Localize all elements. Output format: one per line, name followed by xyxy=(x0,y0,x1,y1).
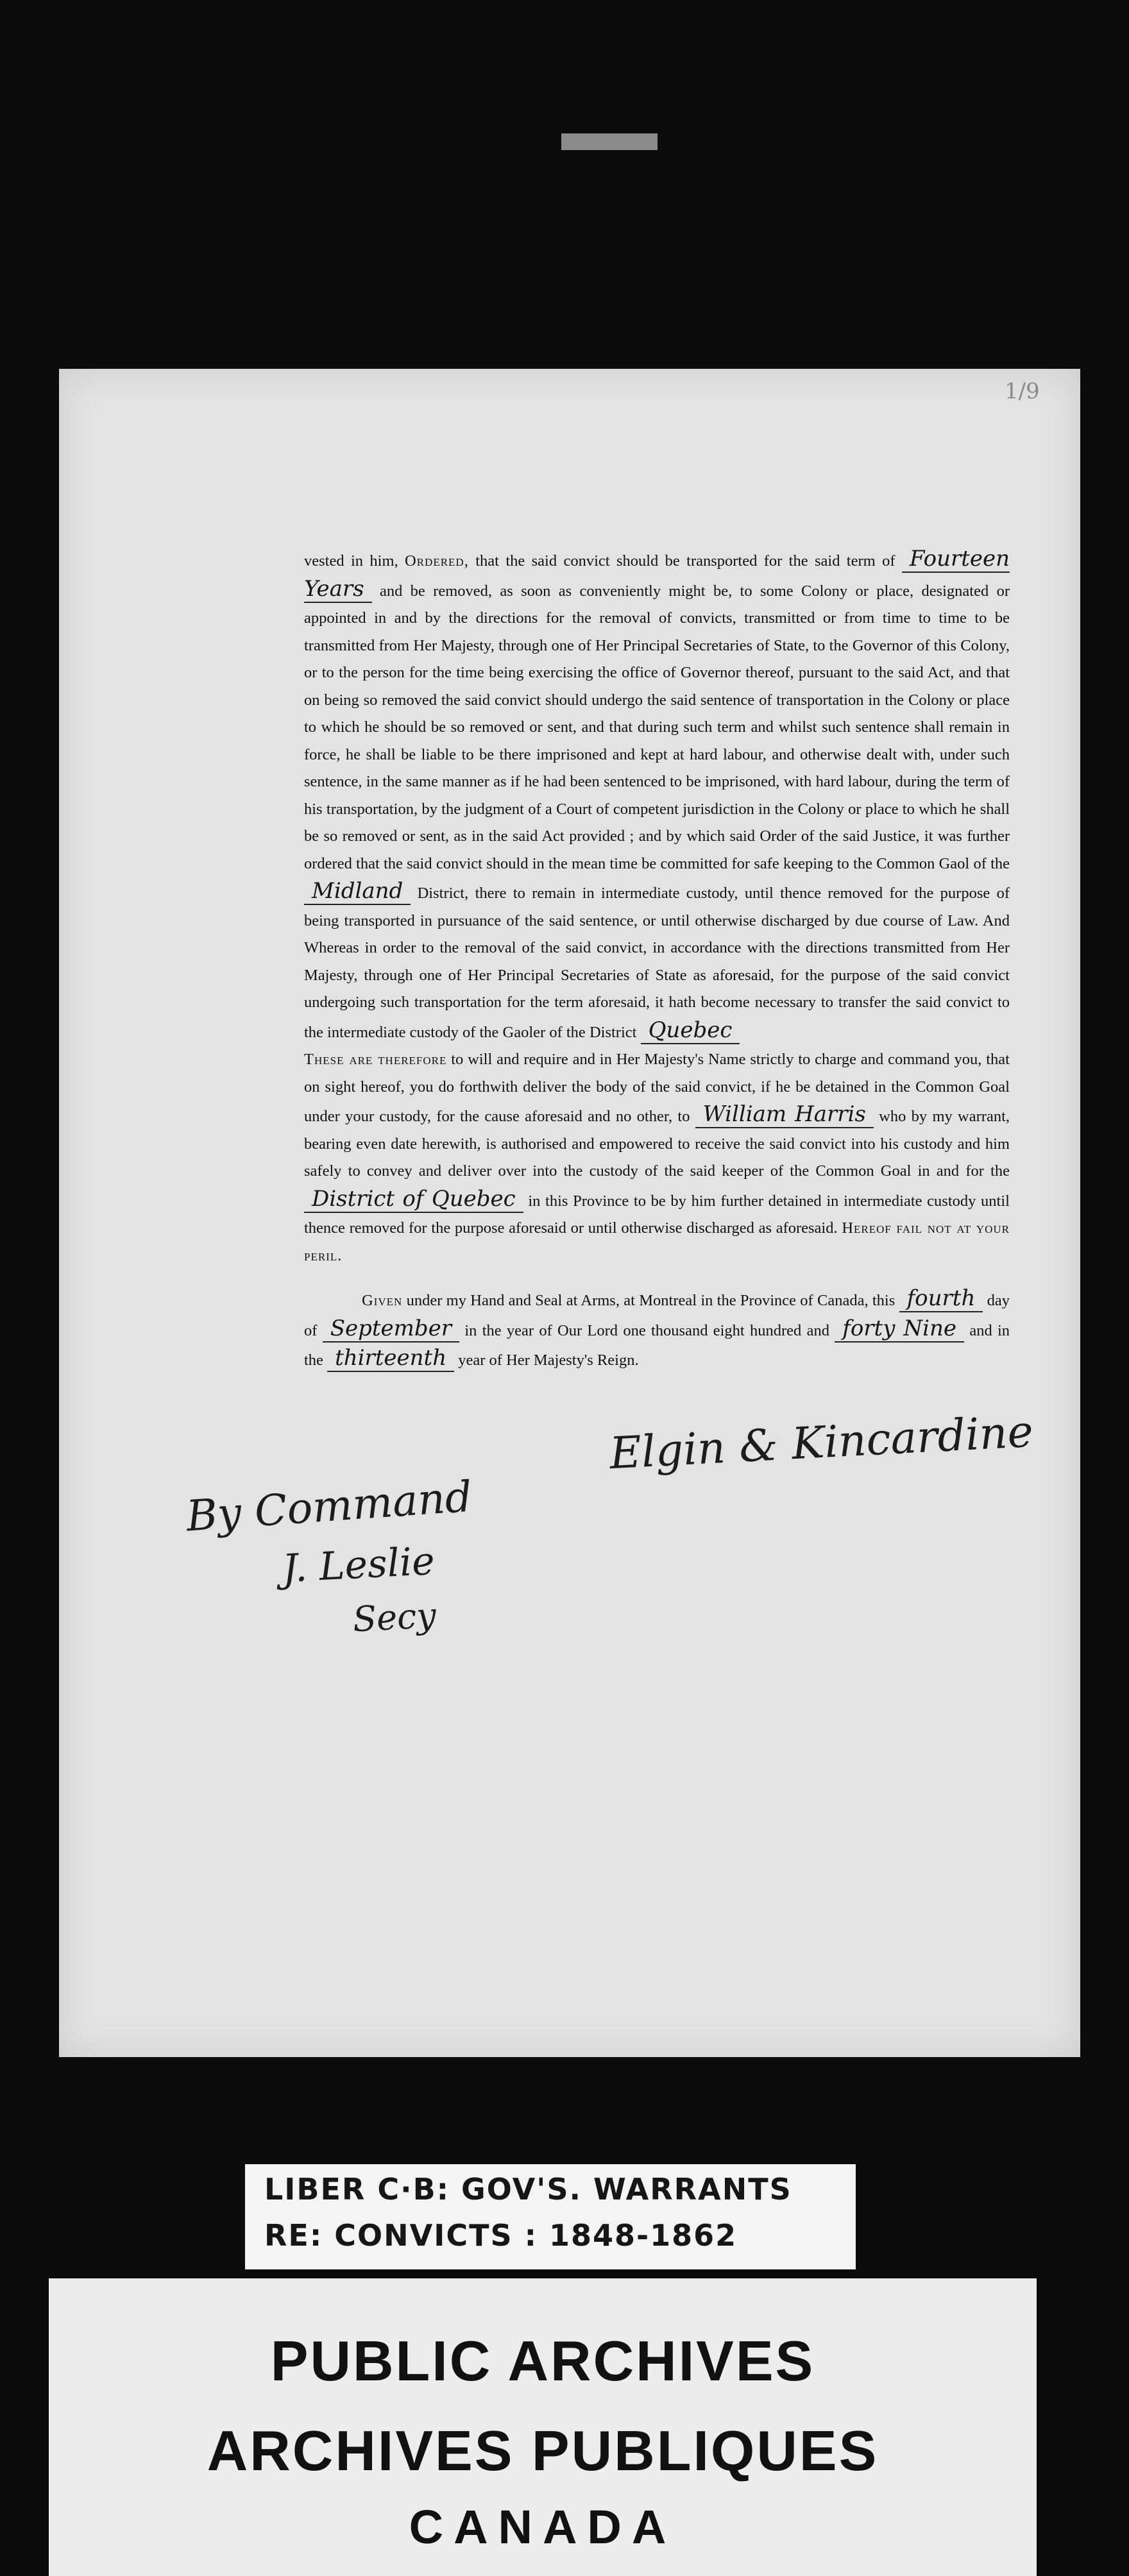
secretary-signature: J. Leslie xyxy=(281,1538,436,1592)
liber-label-card xyxy=(245,2164,856,2269)
gaol-district-handwritten: Midland xyxy=(304,878,411,905)
film-marker xyxy=(561,133,658,150)
destination-handwritten: District of Quebec xyxy=(304,1186,523,1213)
given-label: Given xyxy=(362,1292,403,1309)
warrant-text xyxy=(304,545,1010,1375)
liber-line-1: LIBER C·B: GOV'S. WARRANTS xyxy=(264,2172,792,2207)
governor-signature: Elgin & Kincardine xyxy=(608,1406,1035,1480)
ordered-label: Ordered, xyxy=(405,552,469,570)
regnal-year-handwritten: thirteenth xyxy=(327,1345,454,1372)
by-command-note: By Command xyxy=(184,1471,474,1541)
archives-country: CANADA xyxy=(409,2500,677,2554)
month-handwritten: September xyxy=(323,1316,459,1343)
archives-english: PUBLIC ARCHIVES xyxy=(270,2329,815,2393)
paragraph-order: vested in him, Ordered, that the said convict should be transported for the said term of Fourteen Years and be removed, as soon as conveniently might be, to some Colony or place, designated or appointed in and by the directions for the removal of convicts, transmitted or from time to time to be transmitted from Her Majesty, through one of Her Principal Secretaries of State, to the Governor of this Colony, or to the person for the time being exercising the office of Governor thereof, pursuant to the said Act, and that on being so removed the said convict should undergo the said sentence of transportation in the Colony or place to which he should be so removed or sent, and that during such term and whilst such sentence shall remain in force, he shall be liable to be there imprisoned and kept at hard labour, and otherwise dealt with, under such sentence, in the same manner as if he had been sentenced to be imprisoned, with hard labour, during the term of his transportation, by the judgment of a Court of competent jurisdiction in the Colony or place to which he shall be so removed or sent, as in the said Act provided ; and by which said Order of the said Justice, it was further ordered that the said convict should in the mean time be committed for safe keeping to the Common Gaol of the Midland District, there to remain in intermediate custody, until thence removed for the purpose of being transported in pursuance of the said sentence, or until otherwise discharged by due course of Law. And Whereas in order to the removal of the said convict, in accordance with the directions transmitted from Her Majesty, through one of Her Principal Secretaries of State as aforesaid, for the purpose of the said convict undergoing such transportation for the term aforesaid, it hath become necessary to transfer the said convict to the intermediate custody of the Gaoler of the District Quebec xyxy=(304,546,1010,1043)
archives-french: ARCHIVES PUBLIQUES xyxy=(207,2419,879,2482)
archives-label-card xyxy=(49,2278,1037,2576)
officer-name-handwritten: William Harris xyxy=(695,1101,874,1128)
term-handwritten: Fourteen Years xyxy=(304,546,1010,602)
liber-line-2: RE: CONVICTS : 1848-1862 xyxy=(264,2218,738,2253)
hereof-fail-not: Hereof fail not at your peril. xyxy=(304,1219,1010,1264)
year-handwritten: forty Nine xyxy=(835,1316,964,1343)
day-handwritten: fourth xyxy=(899,1285,983,1312)
folio-number: 1/9 xyxy=(1005,378,1040,404)
paragraph-command: These are therefore to will and require and in Her Majesty's Name strictly to charge and command you, that on sight hereof, you do forthwith deliver the body of the said convict, if he be detained in the Common Goal under your custody, for the cause aforesaid and no other, to William Harris who by my warrant, bearing even date herewith, is authorised and empowered to receive the said convict into his custody and him safely to convey and deliver over into the custody of the said keeper of the Common Goal in and for the District of Quebec in this Province to be by him further detained in intermediate custody until thence removed for the purpose aforesaid or until otherwise discharged as aforesaid. Hereof fail not at your peril. xyxy=(304,1051,1010,1264)
transfer-district-handwritten: Quebec xyxy=(641,1017,740,1044)
paragraph-given: Given under my Hand and Seal at Arms, at Montreal in the Province of Canada, this fourth day of September in the year of Our Lord one thousand eight hundred and forty Nine and in the thirteenth year of Her Majesty's Reign. xyxy=(304,1285,1010,1371)
secretary-title: Secy xyxy=(352,1595,437,1640)
these-are-therefore: These are therefore xyxy=(304,1051,447,1068)
